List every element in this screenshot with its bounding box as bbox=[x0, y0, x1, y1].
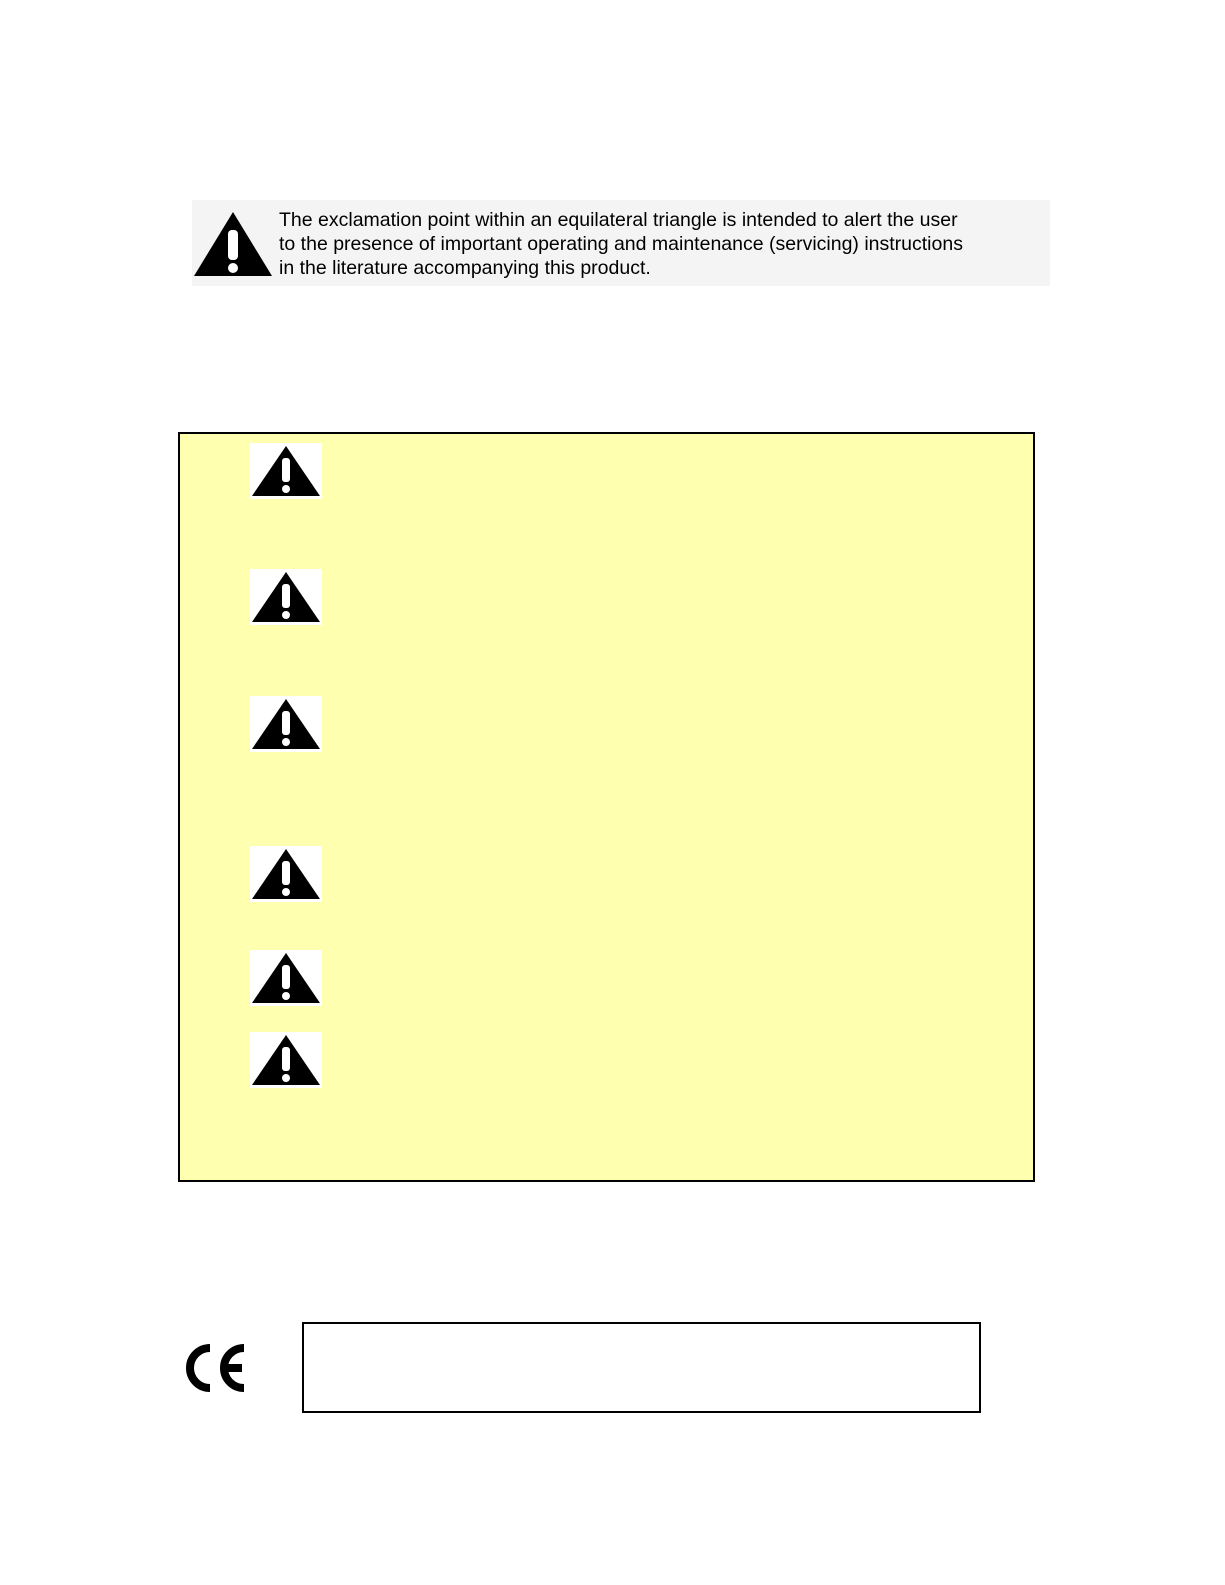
notice-text: The exclamation point within an equilateral triangle is intended to alert the user to the presence of important operating and maintenance (servicing) instructions in the literature accompanying this product. bbox=[279, 209, 963, 279]
warning-triangle-icon bbox=[250, 1032, 322, 1088]
warning-triangle-icon bbox=[192, 210, 274, 278]
warning-triangle-icon bbox=[250, 569, 322, 625]
warning-triangle-icon bbox=[250, 950, 322, 1006]
warning-triangle-icon bbox=[250, 443, 322, 499]
ce-mark-icon bbox=[180, 1342, 250, 1394]
exclamation-notice bbox=[192, 200, 1050, 286]
warning-triangle-icon bbox=[250, 696, 322, 752]
warnings-panel bbox=[178, 432, 1035, 1182]
ce-declaration-box bbox=[302, 1322, 981, 1413]
warning-triangle-icon bbox=[250, 846, 322, 902]
